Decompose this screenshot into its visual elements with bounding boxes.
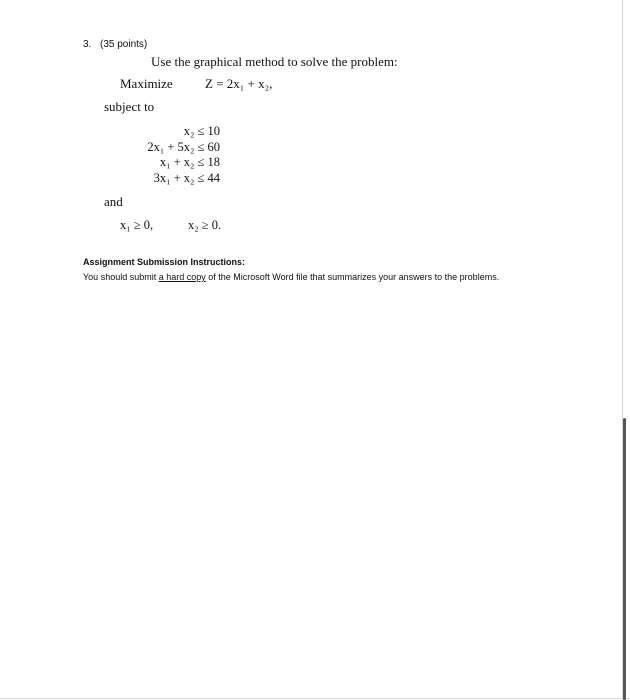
constraint: 3x₁ + x₂ ≤ 44 [153,170,220,185]
constraint-list [100,124,220,186]
page-bottom-edge [0,698,630,699]
constraint: 2x₁ + 5x₂ ≤ 60 [147,139,220,154]
and-label: and [104,194,123,209]
submission-text-before: You should submit [83,272,159,282]
nonnegativity-x2: x₂ ≥ 0. [188,218,222,232]
submission-heading: Assignment Submission Instructions: [83,257,246,267]
submission-text-after: of the Microsoft Word file that summarizes your answers to the problems. [205,272,500,282]
subject-to-label: subject to [104,99,155,114]
objective-function: Z = 2x₁ + x₂, [205,76,273,91]
constraint: x₂ ≤ 10 [183,124,220,138]
question-number: 3. [83,39,92,50]
submission-instructions [83,270,553,285]
constraint: x₁ + x₂ ≤ 18 [159,155,220,169]
question-points: (35 points) [100,39,148,50]
problem-instruction: Use the graphical method to solve the problem: [151,54,398,69]
vertical-scrollbar[interactable] [623,418,626,700]
nonnegativity-x1: x₁ ≥ 0, [120,218,154,232]
hard-copy-text: a hard copy [158,272,206,282]
maximize-label: Maximize [120,76,173,91]
